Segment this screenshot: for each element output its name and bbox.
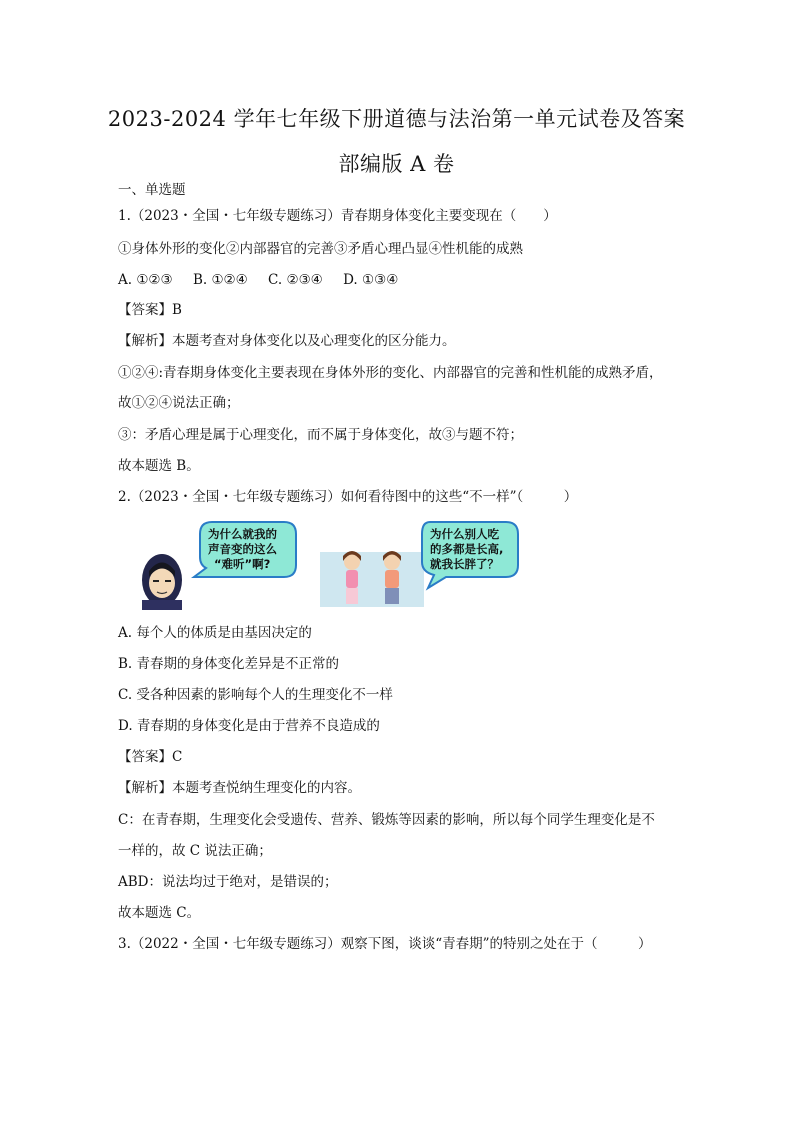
q1-analysis-line: 故①②④说法正确； xyxy=(118,395,240,411)
bubble-right-line: 的多都是长高, xyxy=(430,542,504,556)
two-girls-figure xyxy=(320,551,424,607)
document-title-line2: 部编版 A 卷 xyxy=(338,152,455,176)
q2-option-d: D. 青春期的身体变化是由于营养不良造成的 xyxy=(118,718,380,734)
q2-answer: 【答案】C xyxy=(118,749,183,765)
bubble-left-line: 为什么就我的 xyxy=(208,527,277,541)
q1-option-b: B. ①②④ xyxy=(192,272,248,288)
bubble-left-line: 声音变的这么 xyxy=(208,542,277,556)
section-heading: 一、单选题 xyxy=(118,182,186,198)
q1-option-a: A. ①②③ xyxy=(118,272,173,288)
q1-option-c: C. ②③④ xyxy=(268,272,323,288)
q1-analysis-line: 故本题选 B。 xyxy=(118,458,200,474)
q1-options xyxy=(118,271,414,289)
q2-option-a: A. 每个人的体质是由基因决定的 xyxy=(118,625,312,641)
q3-stem: 3.（2022・全国・七年级专题练习）观察下图，谈谈“青春期”的特别之处在于（ ） xyxy=(118,936,652,952)
q2-stem: 2.（2023・全国・七年级专题练习）如何看待图中的这些“不一样”（ ） xyxy=(118,489,578,505)
q2-analysis-line: 一样的，故 C 说法正确； xyxy=(118,843,272,859)
hooded-boy-figure xyxy=(142,554,182,610)
q1-items: ①身体外形的变化②内部器官的完善③矛盾心理凸显④性机能的成熟 xyxy=(118,241,523,257)
bubble-left-line: “难听”啊? xyxy=(214,557,271,571)
q1-option-d: D. ①③④ xyxy=(343,272,399,288)
bubble-right-line: 就我长胖了？ xyxy=(430,557,499,571)
q1-stem: 1.（2023・全国・七年级专题练习）青春期身体变化主要变现在（ ） xyxy=(118,208,557,224)
q2-illustration xyxy=(140,520,540,610)
speech-bubble-left xyxy=(194,522,296,577)
q1-analysis-line: 【解析】本题考查对身体变化以及心理变化的区分能力。 xyxy=(118,333,456,349)
bubble-right-line: 为什么别人吃 xyxy=(430,527,499,541)
speech-bubble-right xyxy=(422,522,518,588)
q2-option-c: C. 受各种因素的影响每个人的生理变化不一样 xyxy=(118,687,393,703)
q2-analysis-line: 故本题选 C。 xyxy=(118,905,201,921)
q2-analysis-line: ABD：说法均过于绝对，是错误的； xyxy=(118,874,338,890)
q2-analysis-line: C：在青春期，生理变化会受遗传、营养、锻炼等因素的影响，所以每个同学生理变化是不 xyxy=(118,812,655,828)
q2-analysis-line: 【解析】本题考查悦纳生理变化的内容。 xyxy=(118,780,361,796)
q1-analysis-line: ③：矛盾心理是属于心理变化，而不属于身体变化，故③与题不符； xyxy=(118,427,523,443)
document-title-line1: 2023-2024 学年七年级下册道德与法治第一单元试卷及答案 xyxy=(107,107,686,131)
q1-analysis-line: ①②④:青春期身体变化主要表现在身体外形的变化、内部器官的完善和性机能的成熟矛盾， xyxy=(118,365,663,381)
q2-illustration-svg xyxy=(140,520,540,610)
q2-option-b: B. 青春期的身体变化差异是不正常的 xyxy=(118,656,340,672)
q1-answer: 【答案】B xyxy=(118,302,182,318)
